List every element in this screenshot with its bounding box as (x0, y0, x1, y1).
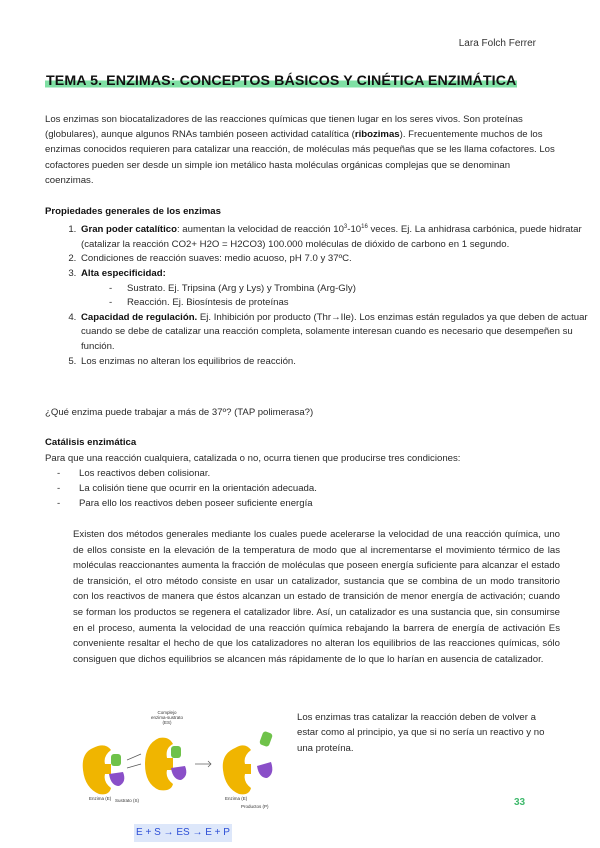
property-3-label: Alta especificidad: (81, 267, 166, 279)
arrow-forward-icon (127, 764, 141, 768)
exponent-1: 3 (343, 224, 348, 230)
complex-label-line3: (ES) (162, 720, 172, 725)
product-green (259, 731, 273, 748)
complex-label-line2: enzima-sustrato (150, 715, 184, 720)
substrate-purple-left (109, 772, 124, 786)
properties-heading: Propiedades generales de los enzimas (45, 206, 221, 217)
label-enzyme-left: Enzima (E) (89, 796, 112, 801)
author-name: Lara Folch Ferrer (458, 38, 536, 49)
condition-item: - Los reactivos deben colisionar. (79, 466, 560, 481)
intro-text-part1: Los enzimas son biocatalizadores de las reacciones químicas que tienen lugar en los seres vivos. Son proteínas (globulares), aunque algunos RNAs también poseen actividad catalítica ( (45, 114, 523, 141)
catalysis-conditions (45, 451, 560, 511)
label-substrate: Sustrato (S) (115, 798, 140, 803)
substrate-green-left (111, 754, 121, 766)
question-text: ¿Qué enzima puede trabajar a más de 37º? (TAP polimerasa?) (45, 407, 314, 418)
intro-ribozimas: ribozimas (354, 129, 400, 141)
property-4-label: Capacidad de regulación. (81, 311, 198, 323)
complex-label-line1: Complejo (157, 710, 177, 715)
product-purple (257, 762, 272, 778)
property-1-text-c: veces. Ej. La anhidrasa carbónica, puede hidratar (catalizar la reacción CO2+ H2O = H2CO3) 100.000 moléculas de dióxido de carbono en 1 segundo. (81, 224, 582, 250)
label-enzyme-right: Enzima (E) (225, 796, 248, 801)
properties-list (45, 220, 594, 369)
catalysis-paragraph: Existen dos métodos generales mediante los cuales puede acelerarse la velocidad de una reacción química, uno de ellos consiste en la elevación de la temperatura de modo que al incrementarse el movimiento térmico de las moléculas reaccionantes aumenta la fracción de moléculas que poseen energía suficiente para alcanzar el estado de transición, el otro método consiste en usar un catalizador, sustancia que se combina de un modo transitorio con los reactivos de manera que éstos alcanzan un estado de transición de menor energía de activación; cuando se forman los productos se regenera el catalizador libre. Así, un catalizador es una sustancia que, sin consumirse en el proceso, aumenta la velocidad de una reacción química rebajando la barrera de energía de activación Es conveniente resaltar el hecho de que los catalizadores no alteran los equilibrios de las reacciones químicas, sólo consiguen que dichos equilibrios se alcancen más rápidamente de lo que lo harían en ausencia de catalizador. (73, 529, 560, 665)
conditions-intro: Para que una reacción cualquiera, catalizada o no, ocurra tienen que producirse tres condiciones: (45, 453, 461, 464)
property-1-label: Gran poder catalítico (81, 224, 177, 236)
page-title: TEMA 5. ENZIMAS: CONCEPTOS BÁSICOS Y CINÉTICA ENZIMÁTICA (46, 73, 517, 89)
enzyme-reaction-diagram (75, 708, 280, 818)
title-block (45, 72, 517, 90)
page-number: 33 (514, 797, 526, 808)
property-1-text-a: : aumentan la velocidad de reacción 10 (176, 224, 344, 236)
arrow-reverse-icon (127, 754, 141, 760)
intro-paragraph (45, 112, 560, 188)
side-note: Los enzimas tras catalizar la reacción deben de volver a estar como al principio, ya que si no sería un reactivo y no una proteína. (297, 712, 545, 754)
condition-item: - La colisión tiene que ocurrir en la orientación adecuada. (79, 481, 560, 496)
condition-item: - Para ello los reactivos deben poseer suficiente energía (79, 496, 560, 511)
conditions-list (45, 466, 560, 511)
property-item-1 (79, 220, 594, 252)
substrate-purple-complex (171, 766, 186, 780)
enzyme-left-shape (83, 745, 111, 794)
property-item-3 (79, 267, 594, 311)
property-item-4 (79, 311, 594, 355)
specificity-substrate: - Sustrato. Ej. Tripsina (Arg y Lys) y Trombina (Arg-Gly) (125, 282, 594, 297)
property-item-5: 5. Los enzimas no alteran los equilibrios de reacción. (79, 355, 594, 370)
specificity-sublist (81, 282, 594, 311)
enzyme-right-shape (223, 745, 251, 794)
substrate-green-complex (171, 746, 181, 758)
property-1-text-b: -10 (347, 224, 362, 236)
intro-text-part2: ). Frecuentemente muchos de los enzimas conocidos requieren para catalizar una reacción, de moléculas más pequeñas que se les llama cofactores. Los cofactores pueden ser desde un simple ion metálico hasta moléculas orgánicas complejas que se denominan coenzimas. (45, 129, 555, 186)
property-4-text: Ej. Inhibición por producto (Thr→Ile). Los enzimas están regulados ya que deben de actuar cuando se debe de catalizar una reacción completa, solamente interesan cuando es necesario que desempeñen su función. (81, 311, 588, 352)
reaction-equation: E + S → ES → E + P (134, 824, 232, 842)
label-products: Productos (P) (241, 804, 269, 809)
exponent-2: 16 (361, 224, 368, 230)
specificity-reaction: - Reacción. Ej. Biosíntesis de proteínas (125, 296, 594, 311)
enzyme-complex-shape (145, 738, 173, 791)
catalysis-heading: Catálisis enzimática (45, 437, 137, 448)
property-item-2: 2. Condiciones de reacción suaves: medio acuoso, pH 7.0 y 37ºC. (79, 252, 594, 267)
